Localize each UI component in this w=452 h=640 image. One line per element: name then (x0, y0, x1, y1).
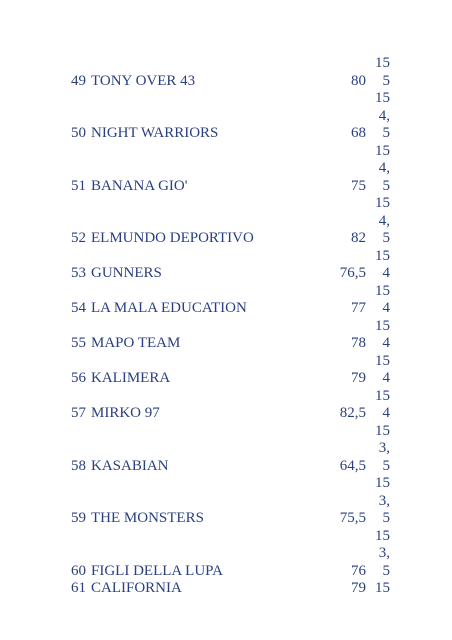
row-number: 55 (71, 335, 86, 351)
extra-value (368, 475, 390, 528)
team-name: CALIFORNIA (91, 580, 182, 596)
team-name: KALIMERA (91, 370, 171, 386)
extra-value (368, 283, 390, 318)
extra-value-line: 15 (375, 387, 390, 404)
table-row (0, 353, 452, 388)
table-row (0, 423, 452, 476)
extra-value-line: 5 (382, 72, 390, 89)
extra-value-line: 4 (382, 335, 390, 351)
table-row (0, 283, 452, 318)
extra-value (368, 248, 390, 283)
team-name: MAPO TEAM (91, 335, 181, 351)
extra-value (368, 55, 390, 90)
row-number: 49 (71, 72, 86, 89)
extra-value-line: 15 (375, 55, 390, 71)
extra-value (368, 528, 390, 581)
extra-value-line: 15 (375, 422, 390, 439)
table-row (0, 580, 452, 598)
score-value: 80 (351, 72, 366, 89)
score-value: 79 (351, 580, 366, 596)
extra-value-line: 15 (375, 195, 390, 211)
extra-value-line: 4 (382, 300, 390, 316)
table-row (0, 195, 452, 248)
row-number: 56 (71, 370, 86, 386)
extra-value-line: 15 (375, 527, 390, 544)
row-number: 59 (71, 510, 86, 526)
table-row (0, 90, 452, 143)
extra-value-line: 5 (382, 177, 390, 194)
table-row (0, 55, 452, 90)
extra-value-line: 15 (375, 142, 390, 159)
row-number: 57 (71, 405, 86, 421)
score-value: 82,5 (339, 405, 366, 421)
team-name: LA MALA EDUCATION (91, 300, 247, 316)
extra-value-line: 3, (378, 440, 390, 456)
extra-value-line: 5 (382, 562, 390, 579)
score-value: 76 (351, 562, 366, 579)
team-name: BANANA GIO' (91, 177, 188, 194)
extra-value (368, 195, 390, 248)
row-number: 60 (71, 562, 86, 579)
extra-value-line: 4 (382, 370, 390, 386)
extra-value-line: 5 (382, 230, 390, 246)
row-number: 61 (71, 580, 86, 596)
extra-value-line: 5 (382, 457, 390, 474)
extra-value-line: 15 (375, 317, 390, 334)
score-value: 75,5 (339, 510, 366, 526)
score-value: 76,5 (339, 265, 366, 281)
table-row (0, 475, 452, 528)
extra-value-line: 15 (375, 580, 390, 596)
table-row (0, 318, 452, 353)
score-value: 78 (351, 335, 366, 351)
extra-value-line: 15 (375, 352, 390, 369)
score-value: 77 (351, 300, 366, 316)
row-number: 53 (71, 265, 86, 281)
table-row (0, 528, 452, 581)
extra-value (368, 90, 390, 143)
table-row (0, 248, 452, 283)
table-row (0, 388, 452, 423)
score-value: 64,5 (339, 457, 366, 474)
score-value: 68 (351, 125, 366, 141)
extra-value-line: 15 (375, 475, 390, 491)
team-name: NIGHT WARRIORS (91, 125, 219, 141)
row-number: 58 (71, 457, 86, 474)
extra-value-line: 15 (375, 90, 390, 106)
team-name: THE MONSTERS (91, 510, 204, 526)
team-name: MIRKO 97 (91, 405, 160, 421)
team-name: ELMUNDO DEPORTIVO (91, 230, 254, 246)
extra-value-line: 4 (382, 265, 390, 281)
score-value: 79 (351, 370, 366, 386)
extra-value-line: 5 (382, 510, 390, 526)
extra-value-line: 4 (382, 405, 390, 421)
extra-value-line: 15 (375, 282, 390, 299)
extra-value (368, 143, 390, 196)
team-name: KASABIAN (91, 457, 169, 474)
extra-value (368, 388, 390, 423)
extra-value-line: 15 (375, 247, 390, 264)
extra-value-line: 4, (378, 107, 390, 124)
table-row (0, 143, 452, 196)
score-value: 75 (351, 177, 366, 194)
extra-value-line: 5 (382, 125, 390, 141)
row-number: 52 (71, 230, 86, 246)
extra-value-line: 4, (378, 160, 390, 176)
team-name: GUNNERS (91, 265, 162, 281)
extra-value-line: 4, (378, 212, 390, 229)
extra-value (368, 423, 390, 476)
extra-value-line: 3, (378, 492, 390, 509)
team-name: FIGLI DELLA LUPA (91, 562, 223, 579)
row-number: 54 (71, 300, 86, 316)
team-name: TONY OVER 43 (91, 72, 196, 89)
extra-value (368, 353, 390, 388)
row-number: 50 (71, 125, 86, 141)
extra-value (368, 318, 390, 353)
score-value: 82 (351, 230, 366, 246)
row-number: 51 (71, 177, 86, 194)
extra-value (368, 580, 390, 598)
extra-value-line: 3, (378, 545, 390, 561)
ranking-table (0, 55, 452, 598)
